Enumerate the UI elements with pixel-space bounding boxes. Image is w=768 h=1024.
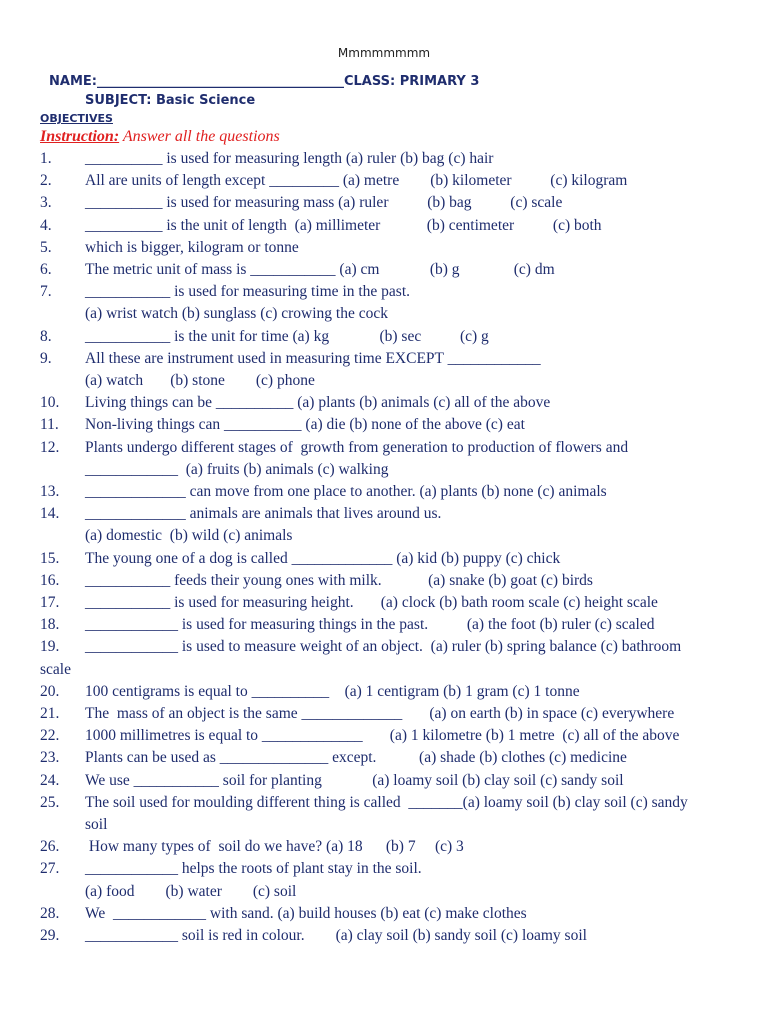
question-item [0, 439, 768, 461]
question-item [0, 683, 768, 705]
question-text: (a) wrist watch (b) sunglass (c) crowing the cock [85, 305, 389, 323]
question-number: 27. [40, 860, 60, 878]
question-item [0, 705, 768, 727]
question-text: 1000 millimetres is equal to _____________ (a) 1 kilometre (b) 1 metre (c) all of the above [85, 727, 680, 745]
question-text: ____________ is used to measure weight of an object. (a) ruler (b) spring balance (c) bathroom [85, 638, 682, 656]
question-number: 24. [40, 771, 60, 789]
question-text: The soil used for moulding different thing is called _______(a) loamy soil (b) clay soil (c) sandy [85, 793, 688, 811]
question-text: How many types of soil do we have? (a) 18 (b) 7 (c) 3 [85, 838, 464, 856]
question-number: 19. [40, 638, 60, 656]
question-item [0, 749, 768, 771]
question-number: 6. [40, 261, 52, 278]
question-item [0, 772, 768, 794]
question-item [0, 616, 768, 638]
question-number: 15. [40, 549, 60, 567]
question-number: 28. [40, 904, 60, 922]
question-number: 26. [40, 838, 60, 856]
question-text: ___________ is the unit for time (a) kg (b) sec (c) g [85, 327, 489, 345]
question-text: We use ___________ soil for planting (a) loamy soil (b) clay soil (c) sandy soil [85, 771, 624, 789]
question-item [0, 217, 768, 239]
instruction-text: Answer all the questions [119, 128, 280, 145]
question-item [0, 638, 768, 660]
question-continuation [0, 816, 768, 838]
question-text: (a) food (b) water (c) soil [85, 882, 297, 900]
question-item [0, 505, 768, 527]
question-continuation [0, 305, 768, 327]
question-text: (a) watch (b) stone (c) phone [85, 372, 315, 389]
instruction [40, 128, 280, 146]
question-number: 1. [40, 150, 52, 167]
question-item [0, 194, 768, 216]
question-text: scale [40, 660, 71, 678]
question-number: 13. [40, 483, 60, 500]
question-item [0, 239, 768, 261]
question-text: __________ is used for measuring mass (a) ruler (b) bag (c) scale [85, 194, 563, 212]
question-text: _____________ can move from one place to another. (a) plants (b) none (c) animals [85, 483, 607, 500]
question-text: Plants undergo different stages of growth from generation to production of flowers and [85, 438, 629, 456]
question-item [0, 927, 768, 949]
question-text: ___________ is used for measuring time in the past. [85, 283, 411, 301]
question-number: 11. [40, 416, 59, 434]
question-item [0, 150, 768, 172]
question-number: 2. [40, 172, 52, 190]
question-item [0, 394, 768, 416]
question-item [0, 328, 768, 350]
question-text: All these are instrument used in measuring time EXCEPT ____________ [85, 349, 541, 367]
question-number: 14. [40, 505, 60, 523]
question-number: 20. [40, 682, 60, 700]
question-item [0, 838, 768, 860]
question-text: The mass of an object is the same _____________ (a) on earth (b) in space (c) everywhere [85, 705, 675, 722]
question-text: ____________ (a) fruits (b) animals (c) walking [85, 460, 389, 478]
question-item [0, 350, 768, 372]
question-text: ____________ helps the roots of plant stay in the soil. [85, 860, 422, 878]
question-number: 7. [40, 283, 52, 301]
question-text: soil [85, 816, 108, 833]
question-item [0, 594, 768, 616]
question-continuation [0, 372, 768, 394]
question-item [0, 572, 768, 594]
question-text: The metric unit of mass is ___________ (a) cm (b) g (c) dm [85, 261, 555, 278]
question-number: 3. [40, 194, 52, 212]
question-item [0, 794, 768, 816]
question-number: 16. [40, 571, 60, 589]
question-number: 10. [40, 394, 60, 412]
question-text: which is bigger, kilogram or tonne [85, 238, 299, 256]
question-text: __________ is used for measuring length (a) ruler (b) bag (c) hair [85, 150, 494, 167]
question-item [0, 860, 768, 882]
question-number: 4. [40, 216, 52, 234]
question-item [0, 283, 768, 305]
objectives-heading: OBJECTIVES [40, 112, 113, 125]
question-number: 25. [40, 793, 60, 811]
question-number: 22. [40, 727, 60, 745]
question-item [0, 261, 768, 283]
question-continuation [0, 661, 768, 683]
question-number: 21. [40, 705, 60, 722]
question-number: 12. [40, 438, 60, 456]
subject-line: SUBJECT: Basic Science [85, 93, 256, 108]
document-header: Mmmmmmmm [337, 46, 431, 60]
instruction-label: Instruction: [40, 128, 120, 145]
question-number: 29. [40, 927, 60, 944]
question-text: _____________ animals are animals that lives around us. [85, 505, 442, 523]
question-text: __________ is the unit of length (a) millimeter (b) centimeter (c) both [85, 216, 602, 234]
question-item [0, 550, 768, 572]
question-number: 8. [40, 327, 52, 345]
question-item [0, 727, 768, 749]
question-text: We ____________ with sand. (a) build houses (b) eat (c) make clothes [85, 904, 527, 922]
name-class-line: NAME:______________________________________CLASS: PRIMARY 3 [49, 74, 480, 89]
question-continuation [0, 527, 768, 549]
question-text: All are units of length except _________ (a) metre (b) kilometer (c) kilogram [85, 172, 628, 190]
question-number: 23. [40, 749, 60, 767]
question-continuation [0, 883, 768, 905]
question-text: Plants can be used as ______________ except. (a) shade (b) clothes (c) medicine [85, 749, 627, 767]
question-item [0, 905, 768, 927]
question-number: 18. [40, 616, 60, 634]
question-text: 100 centigrams is equal to __________ (a) 1 centigram (b) 1 gram (c) 1 tonne [85, 682, 580, 700]
question-item [0, 483, 768, 505]
question-text: ____________ is used for measuring things in the past. (a) the foot (b) ruler (c) scaled [85, 616, 655, 634]
question-item [0, 416, 768, 438]
question-number: 5. [40, 238, 52, 256]
question-number: 17. [40, 594, 60, 611]
question-text: ___________ feeds their young ones with milk. (a) snake (b) goat (c) birds [85, 571, 593, 589]
question-text: Non-living things can __________ (a) die (b) none of the above (c) eat [85, 416, 525, 434]
question-number: 9. [40, 349, 52, 367]
question-item [0, 172, 768, 194]
question-text: Living things can be __________ (a) plants (b) animals (c) all of the above [85, 394, 551, 412]
question-text: ___________ is used for measuring height. (a) clock (b) bath room scale (c) height scale [85, 594, 658, 611]
question-text: The young one of a dog is called _____________ (a) kid (b) puppy (c) chick [85, 549, 561, 567]
question-text: (a) domestic (b) wild (c) animals [85, 527, 293, 545]
question-text: ____________ soil is red in colour. (a) clay soil (b) sandy soil (c) loamy soil [85, 927, 587, 944]
question-continuation [0, 461, 768, 483]
